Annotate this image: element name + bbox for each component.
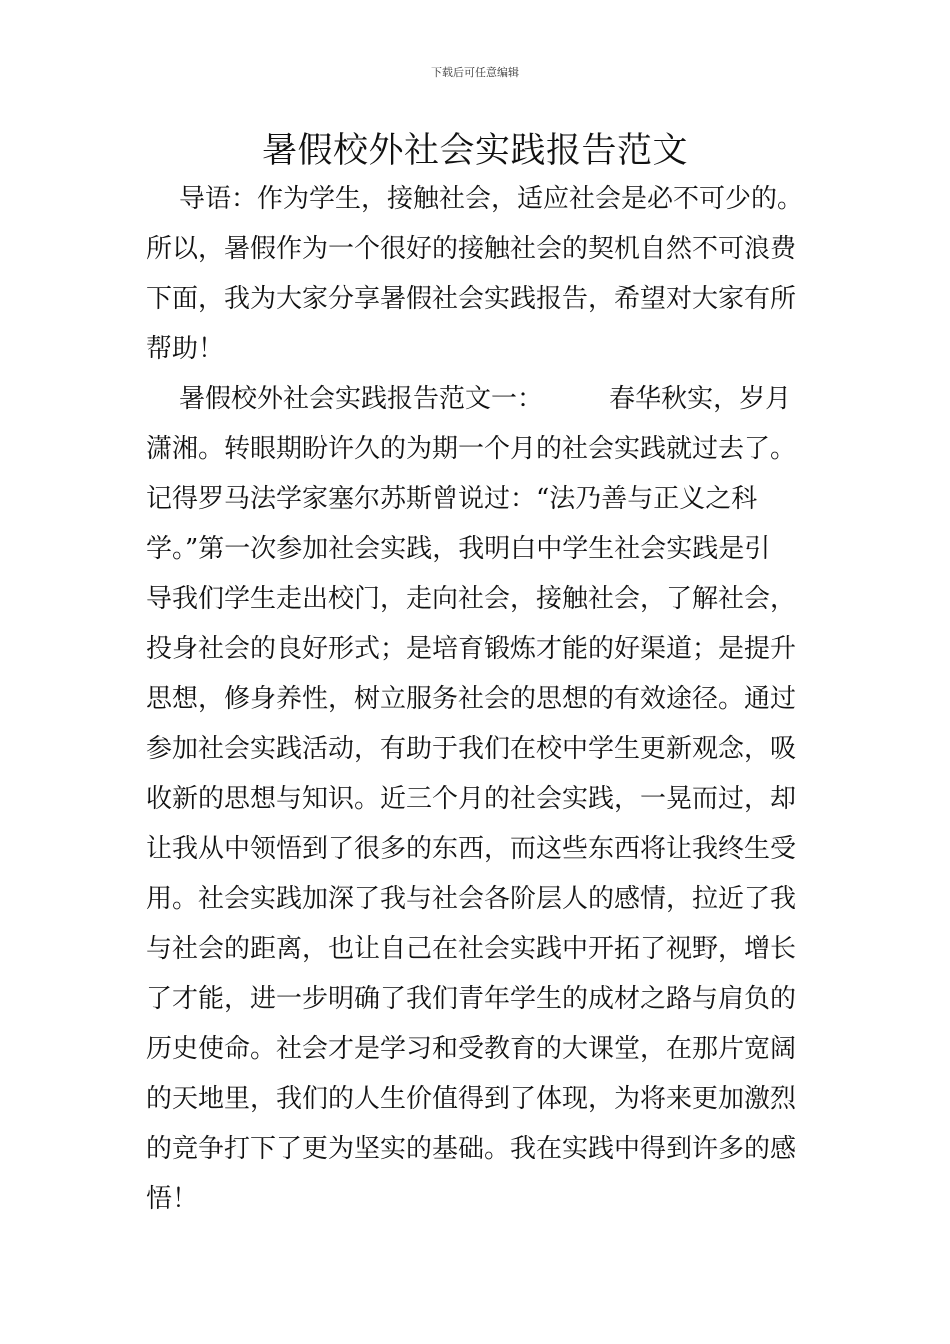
body-line: 用。社会实践加深了我与社会各阶层人的感情，拉近了我 [146,884,797,914]
body-line: 参加社会实践活动，有助于我们在校中学生更新观念，吸 [146,734,797,764]
body-line: 导语：作为学生，接触社会，适应社会是必不可少的。 [146,184,804,214]
body-line: 收新的思想与知识。近三个月的社会实践，一晃而过，却 [146,784,797,814]
document-title: 暑假校外社会实践报告范文 [261,131,688,171]
document-body [146,174,846,1224]
body-line: 投身社会的良好形式；是培育锻炼才能的好渠道；是提升 [146,634,797,664]
body-line: 历史使命。社会才是学习和受教育的大课堂，在那片宽阔 [146,1034,797,1064]
body-line: 导我们学生走出校门，走向社会，接触社会，了解社会， [146,584,797,614]
body-line: 了才能，进一步明确了我们青年学生的成材之路与肩负的 [146,984,797,1014]
body-line: 潇湘。转眼期盼许久的为期一个月的社会实践就过去了。 [146,434,797,464]
body-line: 悟！ [146,1184,199,1214]
body-line: 所以，暑假作为一个很好的接触社会的契机自然不可浪费 [146,234,797,264]
body-line: 的天地里，我们的人生价值得到了体现，为将来更加激烈 [146,1084,797,1114]
header-note: 下载后可任意编辑 [431,66,519,79]
body-line: 思想，修身养性，树立服务社会的思想的有效途径。通过 [146,684,797,714]
body-line: 的竞争打下了更为坚实的基础。我在实践中得到许多的感 [146,1134,797,1164]
body-line: 记得罗马法学家塞尔苏斯曾说过：“法乃善与正义之科 [146,484,758,514]
body-line: 让我从中领悟到了很多的东西，而这些东西将让我终生受 [146,834,797,864]
body-line: 学。”第一次参加社会实践，我明白中学生社会实践是引 [146,534,771,564]
body-line: 帮助！ [146,334,225,364]
body-line: 与社会的距离，也让自己在社会实践中开拓了视野，增长 [146,934,797,964]
body-line: 暑假校外社会实践报告范文一： 春华秋实，岁月 [146,384,792,414]
body-line: 下面，我为大家分享暑假社会实践报告，希望对大家有所 [146,284,797,314]
